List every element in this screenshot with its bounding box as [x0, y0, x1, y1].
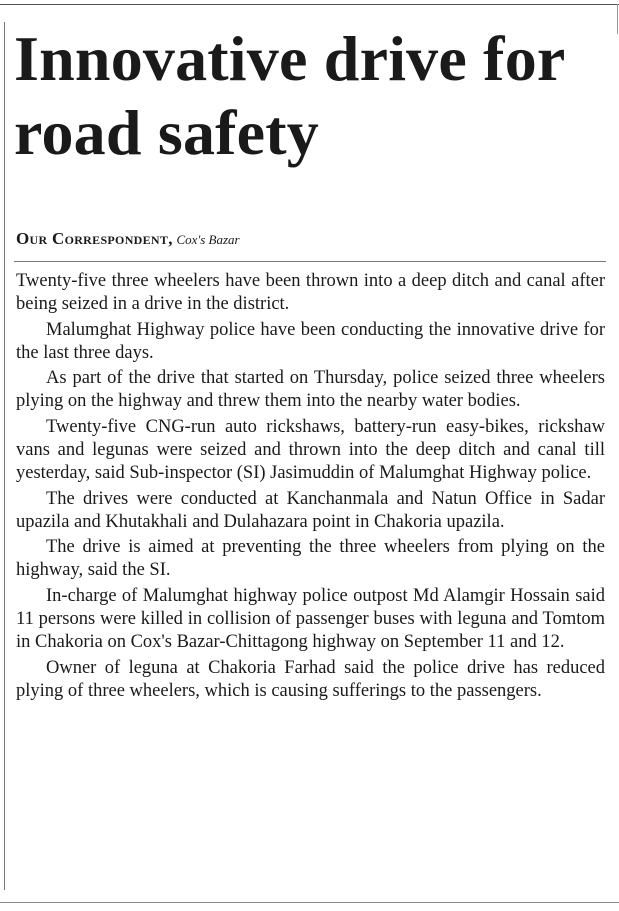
article-paragraph-8: Owner of leguna at Chakoria Farhad said the police drive has reduced plying of three wheelers, which is causing sufferings to the passengers. [16, 657, 605, 701]
article-headline: Innovative drive for road safety [14, 23, 565, 168]
left-border-rule [4, 22, 5, 890]
byline-divider [14, 261, 606, 262]
byline-location: Cox's Bazar [176, 232, 240, 247]
article-body [16, 270, 605, 706]
article-paragraph-5: The drives were conducted at Kanchanmala and Natun Office in Sadar upazila and Khutakhali and Dulahazara point in Chakoria upazila. [16, 488, 605, 532]
top-border-rule [0, 4, 619, 5]
article-paragraph-2: Malumghat Highway police have been conducting the innovative drive for the last three days. [16, 319, 605, 363]
byline-author: Our Correspondent, [16, 229, 173, 248]
right-border-rule [617, 4, 618, 34]
bottom-border-rule [0, 902, 619, 903]
article-paragraph-3: As part of the drive that started on Thursday, police seized three wheelers plying on the highway and threw them into the nearby water bodies. [16, 368, 605, 412]
article-paragraph-6: The drive is aimed at preventing the three wheelers from plying on the highway, said the SI. [16, 537, 605, 581]
article-paragraph-1: Twenty-five three wheelers have been thrown into a deep ditch and canal after being seized in a drive in the district. [16, 271, 605, 314]
article-paragraph-7: In-charge of Malumghat highway police outpost Md Alamgir Hossain said 11 persons were killed in collision of passenger buses with leguna and Tomtom in Chakoria on Cox's Bazar-Chittagong highway on September 11 and 12. [16, 586, 605, 653]
byline [16, 230, 606, 249]
article-paragraph-4: Twenty-five CNG-run auto rickshaws, battery-run easy-bikes, rickshaw vans and legunas were seized and thrown into the deep ditch and canal till yesterday, said Sub-inspector (SI) Jasimuddin of Malumghat Highway police. [16, 417, 605, 484]
